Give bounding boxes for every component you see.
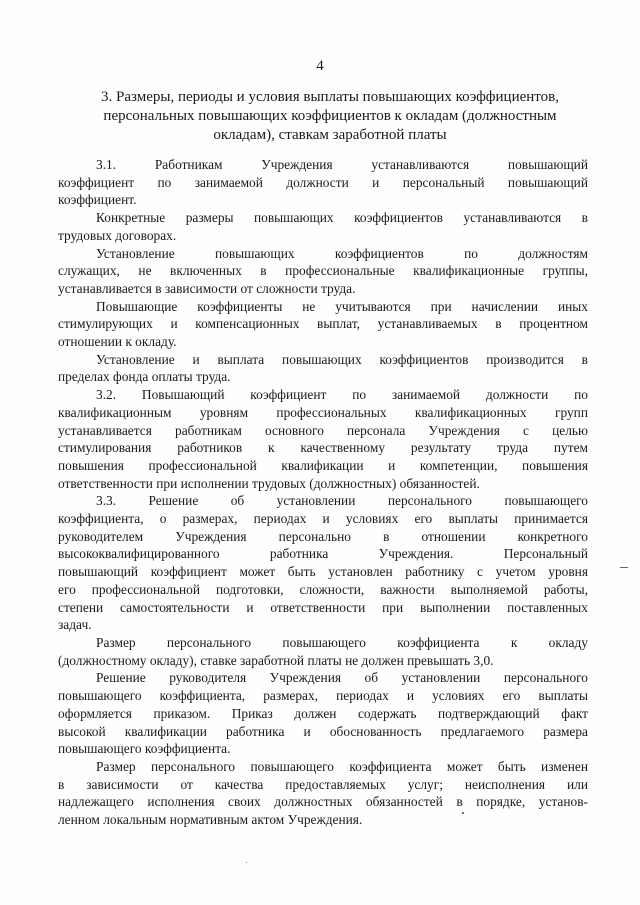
text-line: устанавливается работникам основного персонала Учреждения с целью [58,422,588,438]
text-line: высокой квалификации работника и обоснованность предлагаемого размера [58,723,588,739]
paragraph [58,634,588,669]
text-line: ленном локальным нормативным актом Учреждения. [58,812,363,828]
section-title-line: окладам), ставкам заработной платы [213,127,447,143]
text-line: квалификационным уровням профессиональных квалификационных групп [58,404,588,420]
text-line: Установление повышающих коэффициентов по должностям [96,245,588,261]
text-line: степени самостоятельности и ответственности при выполнении поставленных [58,599,588,615]
paragraph [58,758,588,829]
paragraph [58,209,588,244]
text-line: повышения профессиональной квалификации и компетенции, повышения [58,457,588,473]
text-line: повышающий коэффициент может быть установлен работнику с учетом уровня [58,564,588,580]
text-line: повышающего коэффициента. [58,741,231,757]
scan-speck [246,862,247,863]
text-line: высококвалифицированного работника Учреждения. Персональный [58,546,588,562]
text-line: отношении к окладу. [58,334,177,350]
text-line: в зависимости от качества предоставляемых услуг; неисполнения или [58,776,588,792]
text-line: Решение руководителя Учреждения об установлении персонального [96,670,588,686]
text-line: руководителем Учреждения персонально в отношении конкретного [58,528,588,544]
paragraph [58,351,588,386]
paragraph [58,492,588,634]
text-line: ответственности при исполнении трудовых (должностных) обязанностей. [58,475,480,491]
text-line: коэффициент по занимаемой должности и персональный повышающий [58,174,588,190]
text-line: пределах фонда оплаты труда. [58,369,231,385]
paragraph [58,156,588,209]
section-title [80,88,580,145]
text-line: его профессиональной подготовки, сложности, важности выполняемой работы, [58,581,588,597]
text-line: стимулирования работников к качественному результату труда путем [58,440,588,456]
text-line: трудовых договорах. [58,227,177,243]
text-line: коэффициента, о размерах, периодах и условиях его выплаты принимается [58,511,588,527]
text-line: (должностному окладу), ставке заработной платы не должен превышать 3,0. [58,652,494,668]
paragraph [58,298,588,351]
text-line: стимулирующих и компенсационных выплат, устанавливаемых в процентном [58,316,588,332]
text-line: Размер персонального повышающего коэффициента к окладу [96,634,588,650]
text-line: повышающего коэффициента, размерах, периодах и условиях его выплаты [58,688,588,704]
text-line: 3.2. Повышающий коэффициент по занимаемой должности по [96,387,588,403]
paragraph [58,386,588,492]
paragraph [58,669,588,758]
margin-mark [620,567,628,568]
section-title-line: 3. Размеры, периоды и условия выплаты повышающих коэффициентов, [101,89,559,105]
text-line: оформляется приказом. Приказ должен содержать подтверждающий факт [58,705,588,721]
text-line: 3.3. Решение об установлении персонального повышающего [96,493,588,509]
paragraph [58,245,588,298]
text-line: Установление и выплата повышающих коэффициентов производится в [96,351,588,367]
text-line: служащих, не включенных в профессиональные квалификационные группы, [58,263,588,279]
text-line: надлежащего исполнения своих должностных обязанностей в порядке, установ- [58,794,588,810]
scan-speck [462,812,464,814]
text-line: 3.1. Работникам Учреждения устанавливаются повышающий [96,157,588,172]
section-title-line: персональных повышающих коэффициентов к окладам (должностным [103,108,557,124]
text-line: коэффициент. [58,192,137,208]
text-line: задач. [58,617,92,633]
page-number: 4 [316,58,324,74]
document-body [58,156,588,829]
text-line: Повышающие коэффициенты не учитываются при начислении иных [96,298,588,314]
text-line: устанавливается в зависимости от сложности труда. [58,280,356,296]
text-line: Конкретные размеры повышающих коэффициентов устанавливаются в [96,210,588,226]
text-line: Размер персонального повышающего коэффициента может быть изменен [96,758,588,774]
